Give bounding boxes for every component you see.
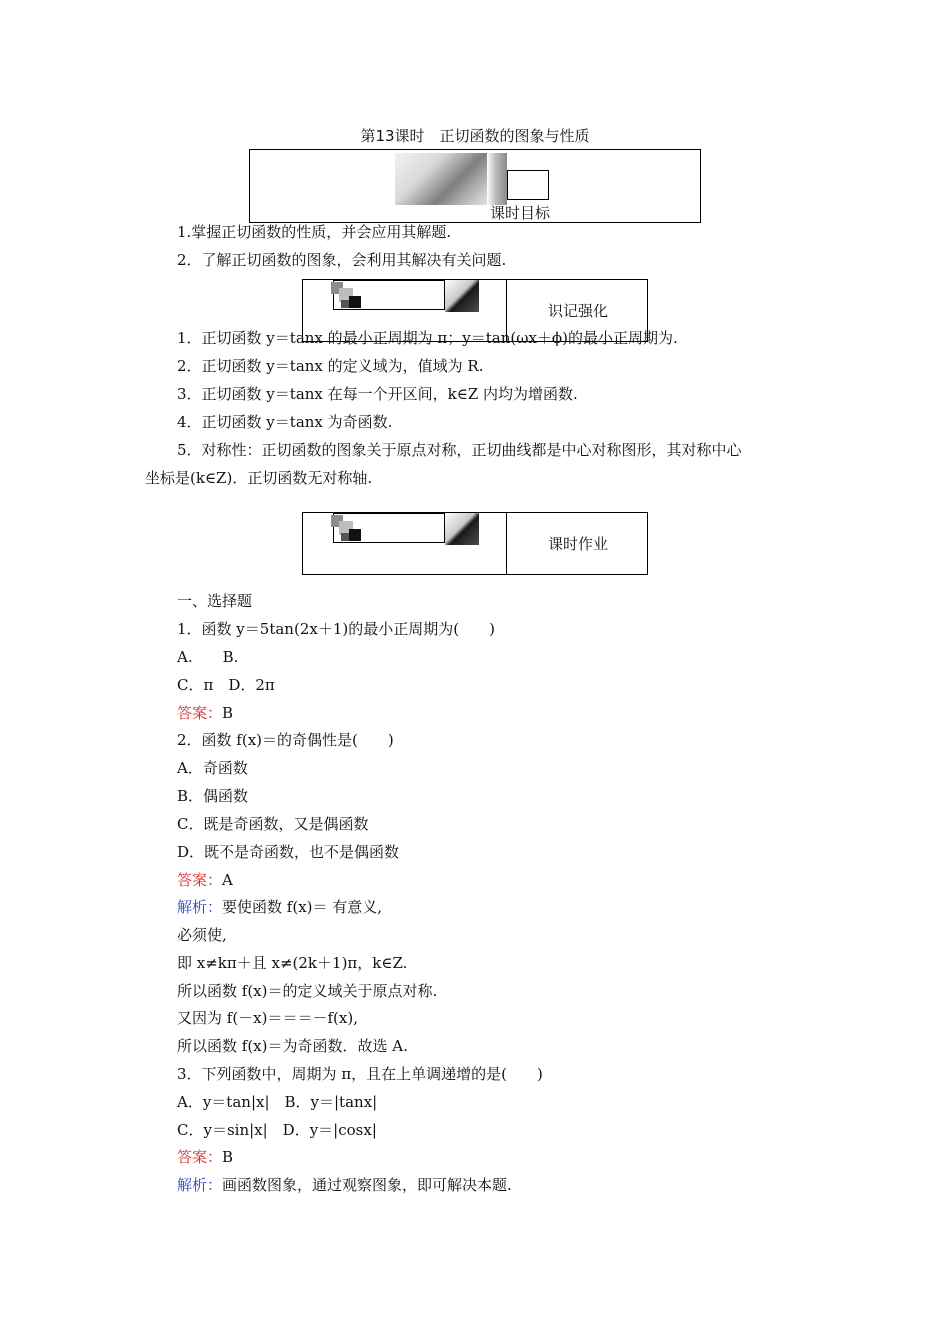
question: 2．函数 f(x)＝的奇偶性是( ) [177, 731, 394, 749]
answer-value: B [222, 1148, 234, 1166]
answer-line [177, 871, 233, 889]
option: B．偶函数 [177, 787, 249, 805]
decorative-square [349, 296, 361, 308]
analysis-line [177, 1176, 512, 1194]
goal-box-label: 课时目标 [490, 204, 551, 222]
analysis-text: 所以函数 f(x)＝为奇函数．故选 A. [177, 1037, 408, 1055]
analysis-text: 又因为 f(－x)＝＝＝－f(x), [177, 1009, 358, 1027]
answer-key: 答案： [177, 1148, 223, 1166]
goal-item: 1.掌握正切函数的性质，并会应用其解题. [177, 223, 452, 241]
memory-item: 4．正切函数 y＝tanx 为奇函数. [177, 413, 393, 431]
analysis-line [177, 898, 382, 916]
homework-header-box [302, 512, 648, 575]
decorative-square [341, 300, 349, 308]
homework-box-label: 课时作业 [547, 535, 608, 553]
option: D．既不是奇函数，也不是偶函数 [177, 843, 400, 861]
section-heading: 一、选择题 [177, 592, 253, 610]
option: A．奇函数 [177, 759, 248, 777]
answer-line [177, 704, 233, 722]
analysis-text: 必须使, [177, 926, 227, 944]
decorative-bar [487, 153, 507, 205]
memory-item: 2．正切函数 y＝tanx 的定义域为，值域为 R. [177, 357, 484, 375]
options: C．π D．2π [177, 676, 275, 694]
options: A．y＝tan|x| B．y＝|tanx| [177, 1093, 378, 1111]
decorative-triangle [445, 280, 479, 312]
memory-item: 1．正切函数 y＝tanx 的最小正周期为 π；y＝tan(ωx＋ϕ)的最小正周期为. [177, 329, 678, 347]
question: 3．下列函数中，周期为 π，且在上单调递增的是( ) [177, 1065, 543, 1083]
question: 1．函数 y＝5tan(2x＋1)的最小正周期为( ) [177, 620, 495, 638]
analysis-text: 画函数图象，通过观察图象，即可解决本题. [222, 1176, 512, 1194]
memory-box-label: 识记强化 [547, 302, 608, 320]
decorative-triangle [445, 513, 479, 545]
memory-item: 5．对称性：正切函数的图象关于原点对称，正切曲线都是中心对称图形，其对称中心 [177, 441, 742, 459]
answer-value: A [222, 871, 233, 889]
goal-item: 2．了解正切函数的图象，会利用其解决有关问题. [177, 251, 507, 269]
answer-key: 答案： [177, 704, 223, 722]
memory-item: 坐标是(k∈Z)．正切函数无对称轴. [145, 469, 373, 487]
options: C．y＝sin|x| D．y＝|cosx| [177, 1121, 377, 1139]
analysis-text: 要使函数 f(x)＝ 有意义, [222, 898, 383, 916]
analysis-key: 解析： [177, 1176, 223, 1194]
analysis-key: 解析： [177, 898, 223, 916]
analysis-text: 即 x≠kπ＋且 x≠(2k＋1)π，k∈Z. [177, 954, 408, 972]
decorative-square [349, 529, 361, 541]
answer-value: B [222, 704, 234, 722]
options: A. B. [177, 648, 239, 666]
answer-key: 答案： [177, 871, 223, 889]
goal-header-box [249, 149, 701, 223]
memory-item: 3．正切函数 y＝tanx 在每一个开区间，k∈Z 内均为增函数. [177, 385, 578, 403]
analysis-text: 所以函数 f(x)＝的定义域关于原点对称. [177, 982, 438, 1000]
decorative-square [341, 533, 349, 541]
page-title: 第13课时 正切函数的图象与性质 [360, 127, 590, 145]
option: C．既是奇函数，又是偶函数 [177, 815, 369, 833]
decorative-frame [507, 170, 549, 200]
answer-line [177, 1148, 233, 1166]
